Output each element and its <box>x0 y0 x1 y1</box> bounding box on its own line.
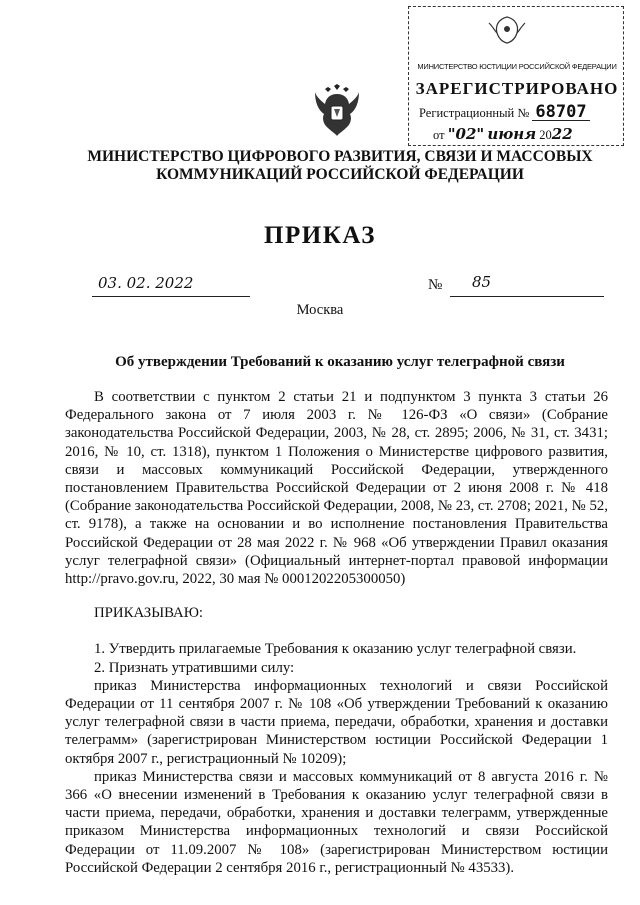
order-date-handwritten: 03. 02. 2022 <box>98 274 194 292</box>
ministry-name <box>70 148 610 184</box>
stamp-date-year-prefix: 20 <box>539 128 552 142</box>
repealed-act-1: приказ Министерства информационных технологий и связи Российской Федерации от 11 сентября 2007 г. № 108 «Об утверждении Требований к оказанию услуг телеграфной связи в части приема, передачи, обработки, хранения и доставки телеграмм» (зарегистрирован Министерством юстиции Российской Федерации 1 октября 2007 г., регистрационный № 10209); <box>65 677 608 767</box>
preamble-paragraph: В соответствии с пунктом 2 статьи 21 и подпунктом 3 пункта 3 статьи 26 Федерального закона от 7 июля 2003 г. № 126-ФЗ «О связи» (Собрание законодательства Российской Федерации, 2003, № 28, ст. 2895; 2006, № 31, ст. 3431; 2016, № 10, ст. 1318), пунктом 1 Положения о Министерстве цифрового развития, связи и массовых коммуникаций Российской Федерации, утвержденного постановлением Правительства Российской Федерации от 2 июня 2008 г. № 418 (Собрание законодательства Российской Федерации, 2008, № 23, ст. 2708; 2021, № 52, ст. 9178), а также на основании и во исполнение постановления Правительства Российской Федерации от 28 мая 2022 г. № 968 «Об утверждении Правил оказания услуг телеграфной связи» (Официальный интернет-портал правовой информации http://pravo.gov.ru, 2022, 30 мая № 0001202205300050) <box>65 389 608 588</box>
stamp-date-prefix: от <box>433 128 445 142</box>
stamp-date-day: "02" <box>447 125 485 143</box>
order-number-handwritten: 85 <box>472 273 492 291</box>
document-subject: Об утверждении Требований к оказанию услуг телеграфной связи <box>115 354 565 370</box>
order-item-1: 1. Утвердить прилагаемые Требования к оказанию услуг телеграфной связи. <box>94 641 577 658</box>
stamp-date-row <box>433 125 633 143</box>
repealed-act-2: приказ Министерства связи и массовых коммуникаций от 8 августа 2016 г. № 366 «О внесении изменений в Требования к оказанию услуг телеграфной связи в части приема, передачи, обработки, хранения и доставки телеграмм, утвержденные приказом Министерства информационных технологий и связи Российской Федерации от 11.09.2007 № 108» (зарегистрирован Министерством юстиции Российской Федерации 2 сентября 2016 г., регистрационный № 43533). <box>65 768 608 876</box>
stamp-date-year: 22 <box>551 125 573 143</box>
stamp-emblem-icon <box>481 13 533 47</box>
order-number-label: № <box>428 277 443 293</box>
stamp-reg-label: Регистрационный № <box>419 106 530 120</box>
registration-stamp <box>408 6 624 146</box>
stamp-registration-number-row <box>419 104 623 121</box>
ministry-name-line1: МИНИСТЕРСТВО ЦИФРОВОГО РАЗВИТИЯ, СВЯЗИ И МАССОВЫХ <box>87 148 593 165</box>
coat-of-arms-icon <box>314 84 360 136</box>
stamp-reg-number: 68707 <box>532 104 589 121</box>
stamp-ministry-name: МИНИСТЕРСТВО ЮСТИЦИИ РОССИЙСКОЙ ФЕДЕРАЦИИ <box>417 62 617 71</box>
order-number-field <box>450 273 604 297</box>
document-body <box>65 388 608 877</box>
ministry-name-line2: КОММУНИКАЦИЙ РОССИЙСКОЙ ФЕДЕРАЦИИ <box>156 166 524 183</box>
document-type-title: ПРИКАЗ <box>264 222 376 249</box>
order-word: ПРИКАЗЫВАЮ: <box>94 605 204 622</box>
stamp-date-month: июня <box>487 125 537 143</box>
stamp-registered-label: ЗАРЕГИСТРИРОВАНО <box>415 79 619 98</box>
order-item-2: 2. Признать утратившими силу: <box>94 659 295 676</box>
city: Москва <box>296 302 344 318</box>
order-date-field <box>92 276 250 297</box>
